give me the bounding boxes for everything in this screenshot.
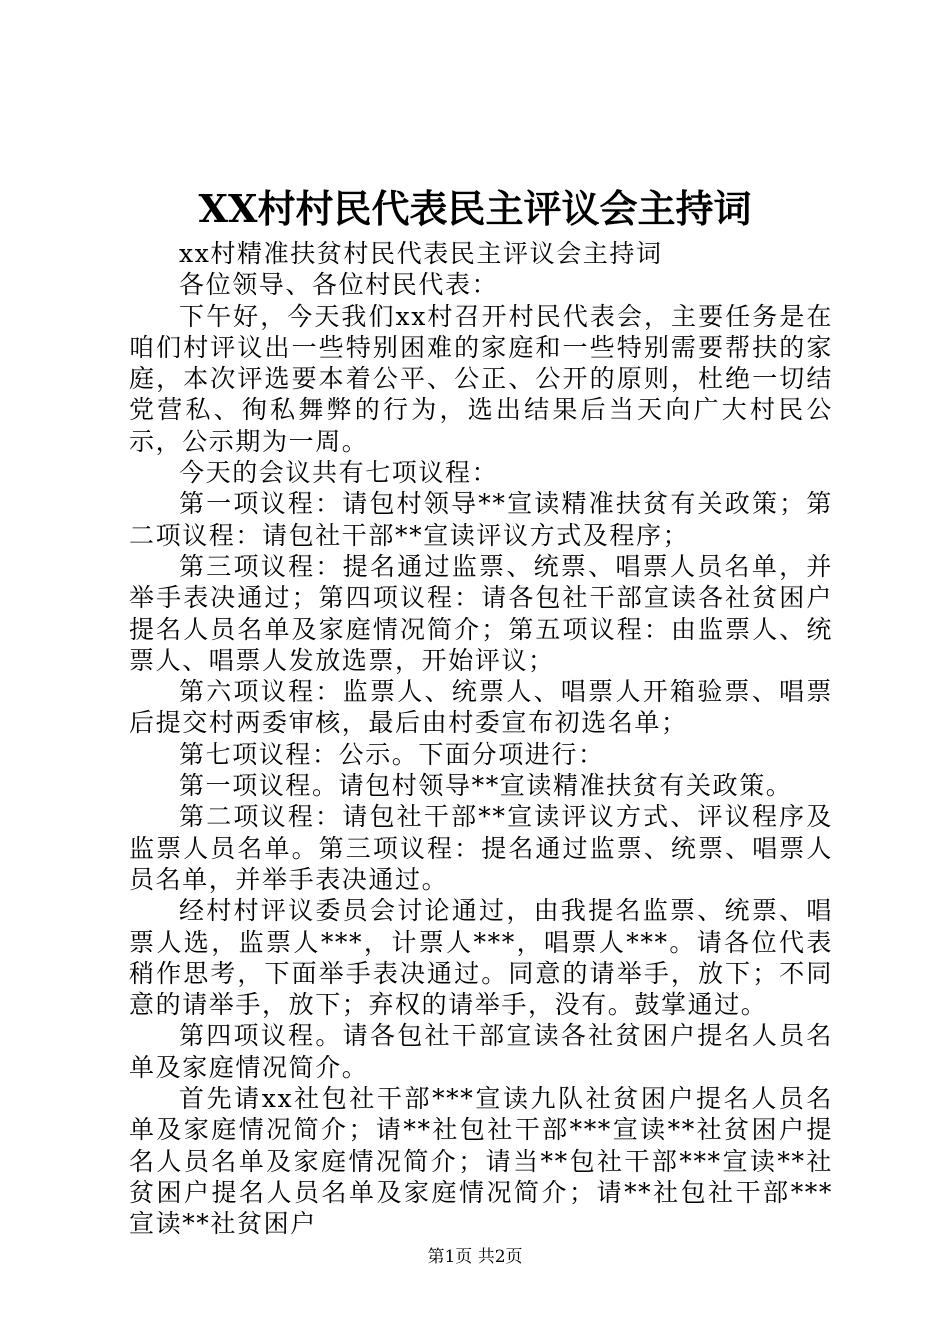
paragraph-opening: 下午好，今天我们xx村召开村民代表会，主要任务是在咱们村评议出一些特别困难的家庭和一些特别需要帮扶的家庭，本次评选要本着公平、公正、公开的原则，杜绝一切结党营私、徇私舞弊的行为，选出结果后当天向广大村民公示，公示期为一周。 [129, 301, 833, 456]
paragraph-reading: 首先请xx社包社干部***宣读九队社贫困户提名人员名单及家庭情况简介；请**社包社干部***宣读**社贫困户提名人员名单及家庭情况简介；请当**包社干部***宣读**社贫困户提名人员名单及家庭情况简介；请**社包社干部***宣读**社贫困户 [129, 1084, 833, 1239]
paragraph-salutation: 各位领导、各位村民代表： [179, 270, 499, 300]
paragraph-agenda-1-2: 第一项议程：请包村领导**宣读精准扶贫有关政策；第二项议程：请包社干部**宣读评议方式及程序； [129, 489, 833, 550]
document-title: XX村村民代表民主评议会主持词 [198, 186, 752, 231]
page-footer: 第1页 共2页 [427, 1247, 523, 1267]
paragraph-item-1: 第一项议程。请包村领导**宣读精准扶贫有关政策。 [179, 771, 793, 801]
paragraph-vote: 经村村评议委员会讨论通过，由我提名监票、统票、唱票人选，监票人***，计票人***，唱票人***。请各位代表稍作思考，下面举手表决通过。同意的请举手，放下；不同意的请举手，放下；弃权的请举手，没有。鼓掌通过。 [129, 896, 833, 1020]
paragraph-agenda-6: 第六项议程：监票人、统票人、唱票人开箱验票、唱票后提交村两委审核，最后由村委宣布初选名单； [129, 677, 833, 738]
paragraph-subtitle: xx村精准扶贫村民代表民主评议会主持词 [179, 239, 663, 268]
paragraph-item-2-3: 第二项议程：请包社干部**宣读评议方式、评议程序及监票人员名单。第三项议程：提名通过监票、统票、唱票人员名单，并举手表决通过。 [129, 802, 833, 894]
paragraph-agenda-intro: 今天的会议共有七项议程： [179, 458, 499, 488]
paragraph-agenda-7: 第七项议程：公示。下面分项进行： [179, 739, 605, 769]
document-body [129, 238, 833, 1240]
paragraph-item-4: 第四项议程。请各包社干部宣读各社贫困户提名人员名单及家庭情况简介。 [129, 1021, 833, 1082]
paragraph-agenda-3-5: 第三项议程：提名通过监票、统票、唱票人员名单，并举手表决通过；第四项议程：请各包社干部宣读各社贫困户提名人员名单及家庭情况简介；第五项议程：由监票人、统票人、唱票人发放选票，开始评议； [129, 551, 833, 675]
